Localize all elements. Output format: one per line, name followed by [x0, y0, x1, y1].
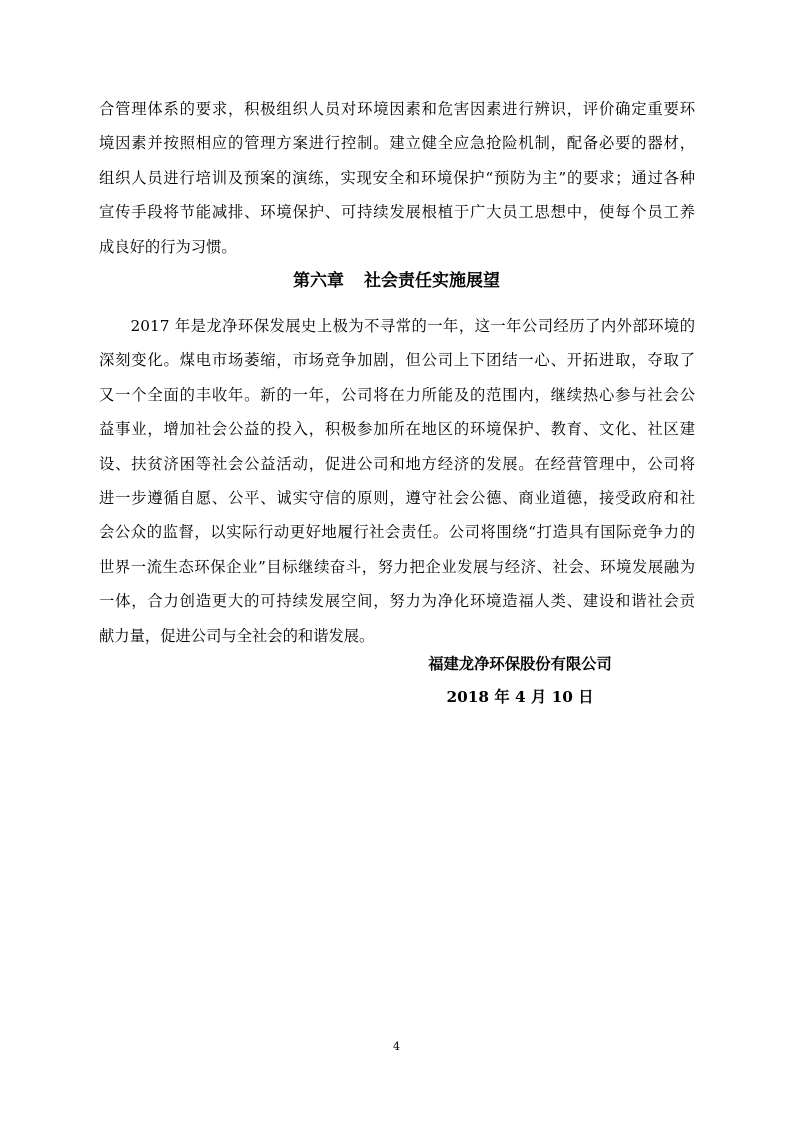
paragraph-line: 会公众的监督，以实际行动更好地履行社会责任。公司将围绕“打造具有国际竞争力的: [99, 523, 695, 542]
paragraph-line: 设、扶贫济困等社会公益活动，促进公司和地方经济的发展。在经营管理中，公司将: [99, 454, 695, 473]
paragraph-line: 境因素并按照相应的管理方案进行控制。建立健全应急抢险机制，配备必要的器材，: [99, 134, 695, 153]
paragraph-line: 深刻变化。煤电市场萎缩，市场竞争加剧，但公司上下团结一心、开拓进取，夺取了: [99, 351, 695, 370]
paragraph-line: 组织人员进行培训及预案的演练，实现安全和环境保护“预防为主”的要求；通过各种: [99, 168, 695, 187]
signature-date: 2018 年 4 月 10 日: [446, 688, 594, 706]
page-number: 4: [393, 1040, 400, 1053]
paragraph-line: 一体，合力创造更大的可持续发展空间，努力为净化环境造福人类、建设和谐社会贡: [99, 592, 695, 611]
paragraph-line: 合管理体系的要求，积极组织人员对环境因素和危害因素进行辨识，评价确定重要环: [99, 100, 695, 118]
paragraph-line: 2017 年是龙净环保发展史上极为不寻常的一年，这一年公司经历了内外部环境的: [99, 317, 695, 335]
chapter-number: 第六章: [293, 271, 344, 291]
paragraph-2: [99, 309, 695, 653]
paragraph-line: 又一个全面的丰收年。新的一年，公司将在力所能及的范围内，继续热心参与社会公: [99, 385, 695, 404]
paragraph-line: 成良好的行为习惯。: [99, 237, 237, 256]
paragraph-line: 进一步遵循自愿、公平、诚实守信的原则，遵守社会公德、商业道德，接受政府和社: [99, 489, 695, 508]
paragraph-line: 宣传手段将节能减排、环境保护、可持续发展根植于广大员工思想中，使每个员工养: [99, 203, 695, 222]
chapter-title: 社会责任实施展望: [364, 271, 500, 291]
paragraph-line: 世界一流生态环保企业”目标继续奋斗，努力把企业发展与经济、社会、环境发展融为: [99, 557, 695, 576]
paragraph-line: 献力量，促进公司与全社会的和谐发展。: [99, 626, 375, 645]
paragraph-line: 益事业，增加社会公益的投入，积极参加所在地区的环境保护、教育、文化、社区建: [99, 420, 695, 439]
chapter-heading: [0, 264, 793, 298]
signature-company: 福建龙净环保股份有限公司: [428, 655, 612, 673]
paragraph-1: [99, 92, 695, 264]
